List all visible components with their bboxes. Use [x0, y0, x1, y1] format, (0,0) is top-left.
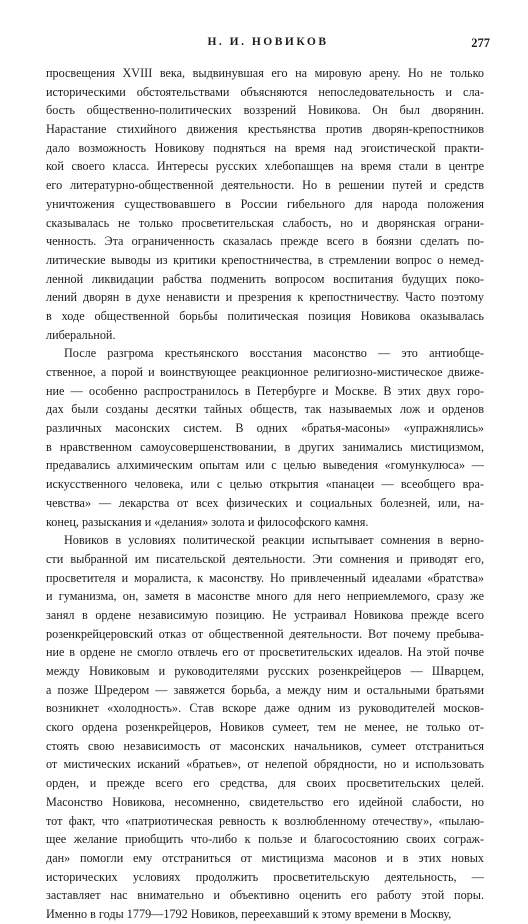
page-number: 277 [471, 36, 490, 50]
text-line: от мистических исканий «братьев», от нелепой обрядности, но и использовать [46, 757, 484, 772]
text-line: ственное, а порой и воинствующее реакционное религиозно-мистическое движе- [46, 365, 484, 379]
text-line: дах были созданы десятки тайных обществ, так называемых лож и орденов [46, 402, 484, 417]
text-line: тот факт, что «патриотическая ревность к возлюбленному отечеству», «пылаю- [46, 813, 484, 828]
text-line: между Новиковым и руководителями русских розенкрейцеров — Шварцем, [46, 664, 484, 678]
text-line: уничтожения существовавшего в России гибельного для народа положения [46, 196, 484, 211]
text-line: искусственного человека, или с целью открытия «панацеи — всеобщего вра- [46, 477, 484, 492]
text-line: либеральной. [46, 327, 116, 342]
text-line: орден, и прежде всего его средства, для своих просветительских целей. [46, 776, 484, 791]
running-head: Н. И. НОВИКОВ [207, 36, 329, 48]
text-line: сказывалась не только просветительская слабость, но и дворянская ограни- [46, 215, 484, 230]
text-line: дан» помогли ему отстраниться от мистицизма масонов и в этих новых [46, 850, 484, 865]
text-line: заставляет нас внимательно и объективно оценить его работу этой поры. [46, 888, 484, 903]
text-line: После разгрома крестьянского восстания масонство — это антиобще- [64, 346, 484, 361]
paragraph [46, 64, 484, 344]
text-line: стоять свою независимость от масонских начальников, сумеет отстраниться [46, 738, 484, 753]
text-line: ние — особенно распространилось в Петербурге и Москве. В этих двух горо- [46, 383, 484, 398]
text-line: щее желание приобщить что-либо к пользе и благосостоянию своих сограж- [46, 832, 484, 847]
text-line: историческими обстоятельствами объясняются непоследовательность и сла- [46, 84, 484, 99]
text-line: а позже Шредером — завяжется борьба, а между ним и остальными братьями [46, 682, 484, 697]
text-line: ние в ордене не смогло отвлечь его от просветительских идеалов. На этой почве [46, 645, 484, 660]
text-line: ского ордена розенкрейцеров, Новиков сумеет, тем не менее, не только от- [46, 720, 484, 735]
text-line: просвещения XVIII века, выдвинувшая его на мировую арену. Но не только [46, 66, 484, 80]
text-line: различных масонских систем. В одних «братья-масоны» «упражнялись» [46, 421, 484, 436]
text-line: лений дворян в духе ненависти и презрения к крепостничеству. Часто поэтому [46, 290, 484, 305]
text-line: в ходе общественной борьбы политическая позиция Новикова оказывалась [46, 308, 484, 323]
paragraph [46, 531, 484, 923]
page-header [46, 36, 490, 54]
text-line: сти выбранной им писательской деятельности. Эти сомнения и приводят его, [46, 551, 484, 566]
text-line: розенкрейцеровский отказ от общественной деятельности. Вот почему пребыва- [46, 626, 484, 641]
text-line: исторических условиях продолжить просветительскую деятельность, — [46, 869, 484, 884]
text-line: возникнет «холодность». Став вскоре даже одним из руководителей москов- [46, 701, 484, 716]
text-line: чевства» — лекарства от всех физических и социальных болезней, или, на- [46, 495, 484, 510]
text-line: Именно в годы 1779—1792 Новиков, переехавший к этому времени в Москву, [46, 906, 452, 921]
text-line: и гуманизма, он, заметя в масонстве много для него неприемлемого, сразу же [46, 589, 484, 604]
text-line: в нравственном самоусовершенствовании, в других занимались мистицизмом, [46, 439, 484, 454]
text-line: предавались алхимическим опытам или с целью выведения «гомункулюса» — [46, 458, 484, 473]
text-line: бость общественно-политических воззрений Новикова. Он был дворянин. [46, 103, 484, 118]
text-line: ленной ликвидации рабства подменить вопросом воспитания будущих поко- [46, 271, 484, 286]
text-line: литические выводы из критики крепостничества, в стремлении вопрос о немед- [46, 252, 484, 267]
text-line: ченность. Эта ограниченность сказалась прежде всего в боязни сделать по- [46, 234, 484, 249]
text-line: Новиков в условиях политической реакции испытывает сомнения в верно- [64, 533, 484, 548]
body-text [46, 64, 484, 924]
text-line: конец, разыскания и «делания» золота и философского камня. [46, 514, 369, 529]
text-line: кой своего класса. Интересы русских хлебопашцев на время стали в центре [46, 159, 484, 174]
text-line: Нарастание стихийного движения крестьянства против дворян-крепостников [46, 122, 484, 137]
text-line: занял в ордене независимую позицию. Не устраивал Новикова прежде всего [46, 607, 484, 622]
paragraph [46, 344, 484, 531]
text-line: дало возможность Новикову подняться на время над эгоистической практи- [46, 140, 484, 155]
text-line: его литературно-общественной деятельности. Но в решении путей и средств [46, 178, 484, 193]
text-line: Масонство Новикова, несомненно, свидетельство его идейной слабости, но [46, 794, 484, 809]
text-line: просветителя и моралиста, к масонству. Но привлеченный идеалами «братства» [46, 570, 484, 585]
